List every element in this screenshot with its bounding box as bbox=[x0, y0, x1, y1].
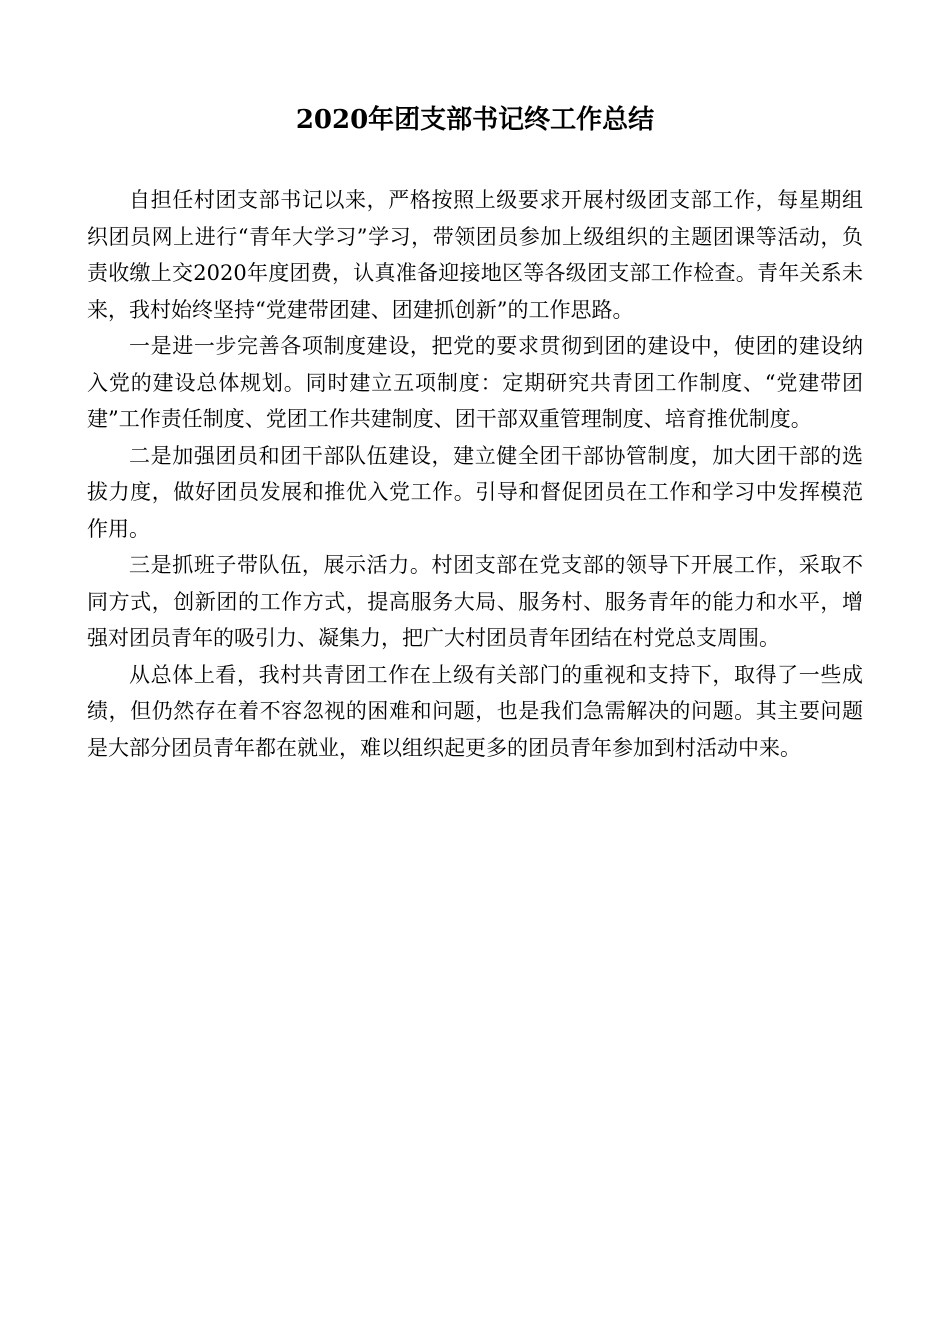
paragraph-intro: 自担任村团支部书记以来，严格按照上级要求开展村级团支部工作，每星期组织团员网上进行“青年大学习”学习，带领团员参加上级组织的主题团课等活动，负责收缴上交2020年度团费，认真准备迎接地区等各级团支部工作检查。青年关系未来，我村始终坚持“党建带团建、团建抓创新”的工作思路。 bbox=[87, 188, 863, 322]
paragraph-point-three: 三是抓班子带队伍，展示活力。村团支部在党支部的领导下开展工作，采取不同方式，创新团的工作方式，提高服务大局、服务村、服务青年的能力和水平，增强对团员青年的吸引力、凝集力，把广大村团员青年团结在村党总支周围。 bbox=[87, 553, 863, 650]
document-title: 2020年团支部书记终工作总结 bbox=[295, 105, 655, 135]
paragraph-point-two: 二是加强团员和团干部队伍建设，建立健全团干部协管制度，加大团干部的选拔力度，做好团员发展和推优入党工作。引导和督促团员在工作和学习中发挥模范作用。 bbox=[87, 443, 863, 541]
paragraph-point-one: 一是进一步完善各项制度建设，把党的要求贯彻到团的建设中，使团的建设纳入党的建设总体规划。同时建立五项制度：定期研究共青团工作制度、“党建带团建”工作责任制度、党团工作共建制度、团干部双重管理制度、培育推优制度。 bbox=[87, 334, 863, 431]
paragraph-summary: 从总体上看，我村共青团工作在上级有关部门的重视和支持下，取得了一些成绩，但仍然存在着不容忽视的困难和问题，也是我们急需解决的问题。其主要问题是大部分团员青年都在就业，难以组织起更多的团员青年参加到村活动中来。 bbox=[87, 662, 863, 760]
document-body bbox=[87, 182, 863, 766]
